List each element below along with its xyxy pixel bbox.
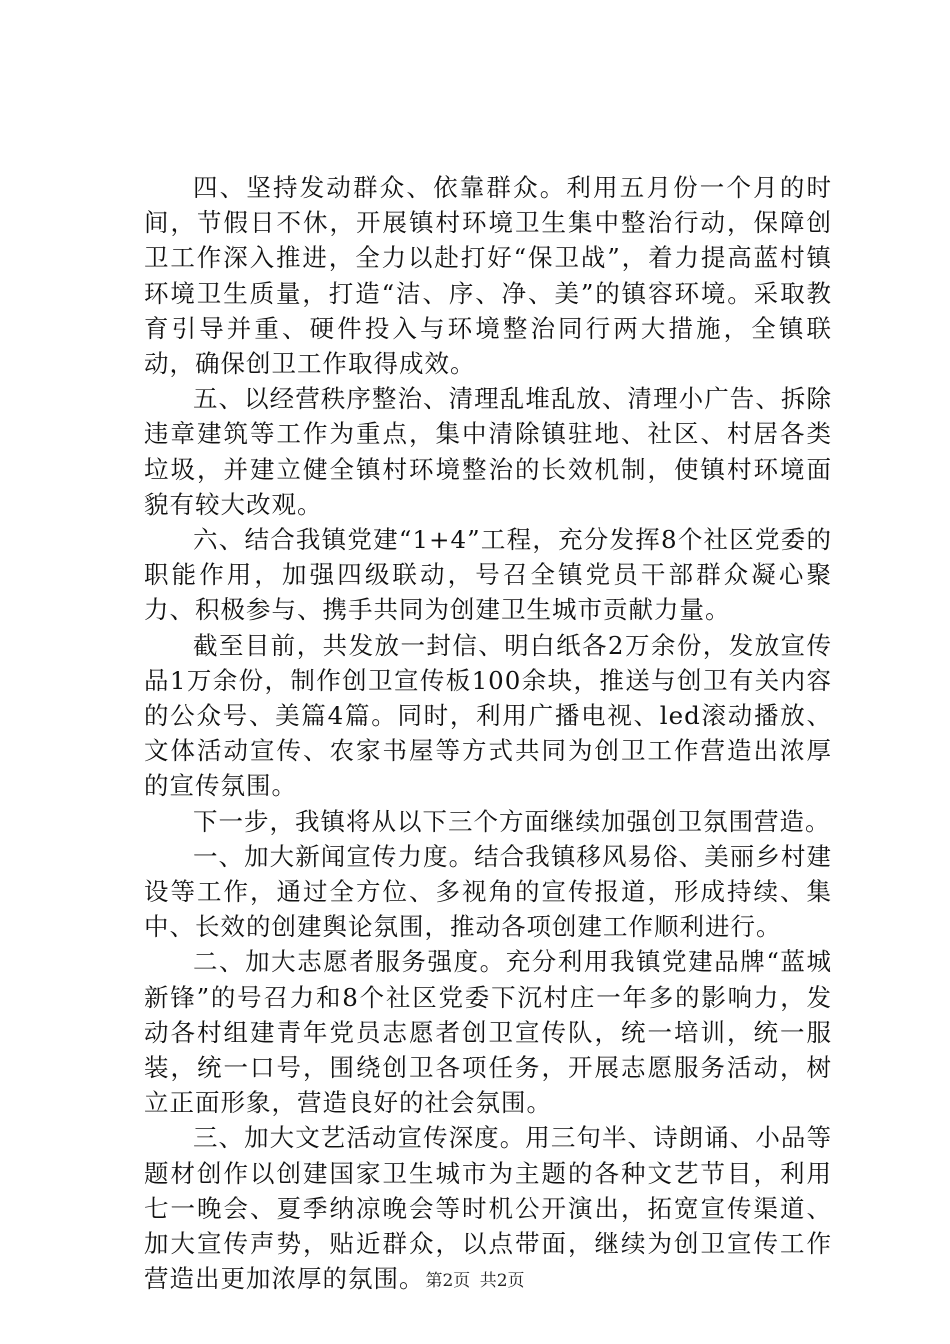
paragraph-news-publicity: 一、加大新闻宣传力度。结合我镇移风易俗、美丽乡村建设等工作，通过全方位、多视角的宣传报道，形成持续、集中、长效的创建舆论氛围，推动各项创建工作顺利进行。 [144,841,832,942]
page-number: 第2页 [425,1271,471,1291]
page-total: 共2页 [479,1271,525,1291]
paragraph-6-party-building: 六、结合我镇党建“1+4”工程，充分发挥8个社区党委的职能作用，加强四级联动，号召全镇党员干部群众凝心聚力、积极参与、携手共同为创建卫生城市贡献力量。 [144,525,832,625]
paragraph-arts-activities: 三、加大文艺活动宣传深度。用三句半、诗朗诵、小品等题材创作以创建国家卫生城市为主题的各种文艺节目，利用七一晚会、夏季纳凉晚会等时机公开演出，拓宽宣传渠道、加大宣传声势，贴近群众，以点带面，继续为创卫宣传工作营造出更加浓厚的氛围。 [144,1123,832,1294]
document-body [144,170,832,1297]
paragraph-volunteer-service: 二、加大志愿者服务强度。充分利用我镇党建品牌“蓝城新锋”的号召力和8个社区党委下沉村庄一年多的影响力，发动各村组建青年党员志愿者创卫宣传队，统一培训，统一服装，统一口号，围绕创卫各项任务，开展志愿服务活动，树立正面形象，营造良好的社会氛围。 [144,947,832,1118]
paragraph-5-order-rectification: 五、以经营秩序整治、清理乱堆乱放、清理小广告、拆除违章建筑等工作为重点，集中清除镇驻地、社区、村居各类垃圾，并建立健全镇村环境整治的长效机制，使镇村环境面貌有较大改观。 [144,384,832,519]
paragraph-next-steps: 下一步，我镇将从以下三个方面继续加强创卫氛围营造。 [193,806,831,836]
page-footer [0,1270,950,1292]
paragraph-4-mobilize-masses: 四、坚持发动群众、依靠群众。利用五月份一个月的时间，节假日不休，开展镇村环境卫生集中整治行动，保障创卫工作深入推进，全力以赴打好“保卫战”，着力提高蓝村镇环境卫生质量，打造“洁、序、净、美”的镇容环境。采取教育引导并重、硬件投入与环境整治同行两大措施，全镇联动，确保创卫工作取得成效。 [144,173,832,379]
paragraph-progress-summary: 截至目前，共发放一封信、明白纸各2万余份，发放宣传品1万余份，制作创卫宣传板100余块，推送与创卫有关内容的公众号、美篇4篇。同时，利用广播电视、led滚动播放、文体活动宣传、农家书屋等方式共同为创卫工作营造出浓厚的宣传氛围。 [144,630,832,801]
